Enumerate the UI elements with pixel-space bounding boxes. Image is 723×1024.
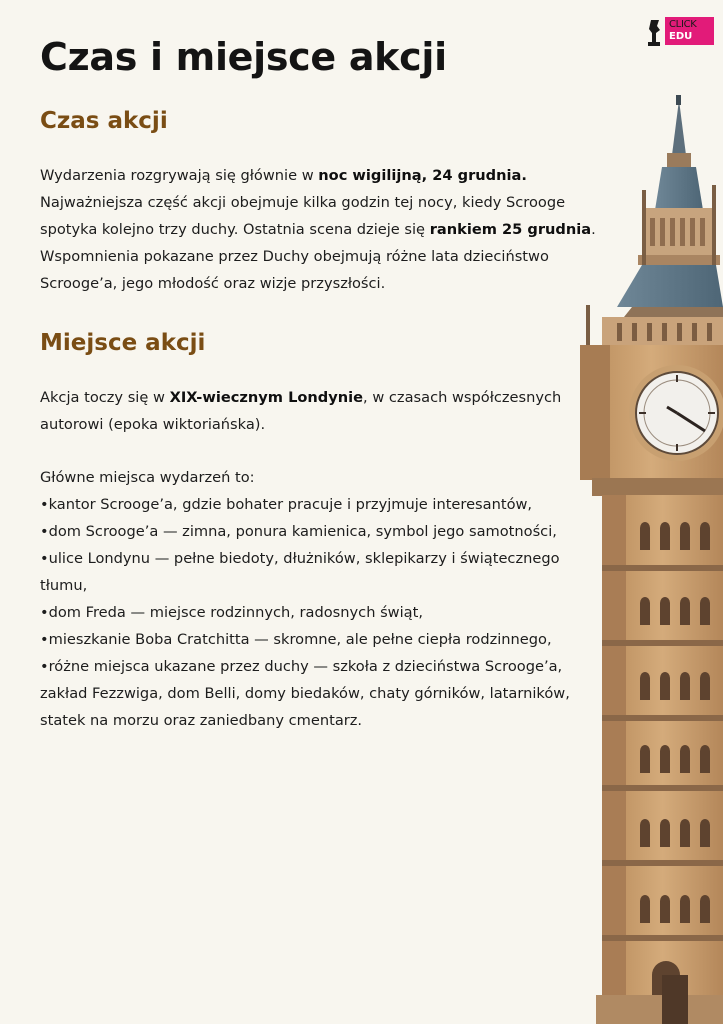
list-item: •kantor Scrooge’a, gdzie bohater pracuje i przyjmuje interesantów, <box>40 496 533 513</box>
list-item: •ulice Londynu — pełne biedoty, dłużników, sklepikarzy i świątecznego tłumu, <box>40 550 560 594</box>
place-text-1: Akcja toczy się w <box>40 389 170 406</box>
places-list <box>40 491 580 734</box>
place-paragraph <box>40 384 575 438</box>
places-block <box>40 464 580 734</box>
big-ben-illustration <box>572 95 723 1024</box>
logo-text-click: CLICK <box>669 19 697 30</box>
list-item: •mieszkanie Boba Cratchitta — skromne, ale pełne ciepła rodzinnego, <box>40 631 552 648</box>
time-text-2: Najważniejsza część akcji obejmuje kilka godzin tej nocy, kiedy Scrooge spotyka kolejno trzy duchy. Ostatnia scena dzieje się <box>40 194 566 238</box>
time-text-3: . Wspomnienia pokazane przez Duchy obejmują różne lata dzieciństwo Scrooge’a, jego młodość oraz wizje przyszłości. <box>40 221 596 292</box>
time-text-1: Wydarzenia rozgrywają się głównie w <box>40 167 319 184</box>
place-text-2: , w czasach współczesnych autorowi (epoka wiktoriańska). <box>40 389 562 433</box>
place-bold-1: XIX-wiecznym Londynie <box>169 389 364 406</box>
time-bold-2: rankiem 25 grudnia <box>429 221 592 238</box>
list-item: •różne miejsca ukazane przez duchy — szkoła z dzieciństwa Scrooge’a, zakład Fezzwiga, dom Belli, domy biedaków, chaty górników, latarników, statek na morzu oraz zaniedbany cmentarz. <box>40 658 570 729</box>
page-title: Czas i miejsce akcji <box>40 35 447 79</box>
places-intro: Główne miejsca wydarzeń to: <box>40 469 255 486</box>
time-paragraph <box>40 162 610 297</box>
time-heading: Czas akcji <box>40 108 168 134</box>
time-bold-1: noc wigilijną, 24 grudnia. <box>318 167 527 184</box>
list-item: •dom Scrooge’a — zimna, ponura kamienica, symbol jego samotności, <box>40 523 557 540</box>
clickedu-logo <box>648 17 714 49</box>
logo-chess-icon <box>648 18 662 48</box>
list-item: •dom Freda — miejsce rodzinnych, radosnych świąt, <box>40 604 423 621</box>
logo-text-edu: EDU <box>669 31 693 42</box>
place-heading: Miejsce akcji <box>40 330 206 356</box>
